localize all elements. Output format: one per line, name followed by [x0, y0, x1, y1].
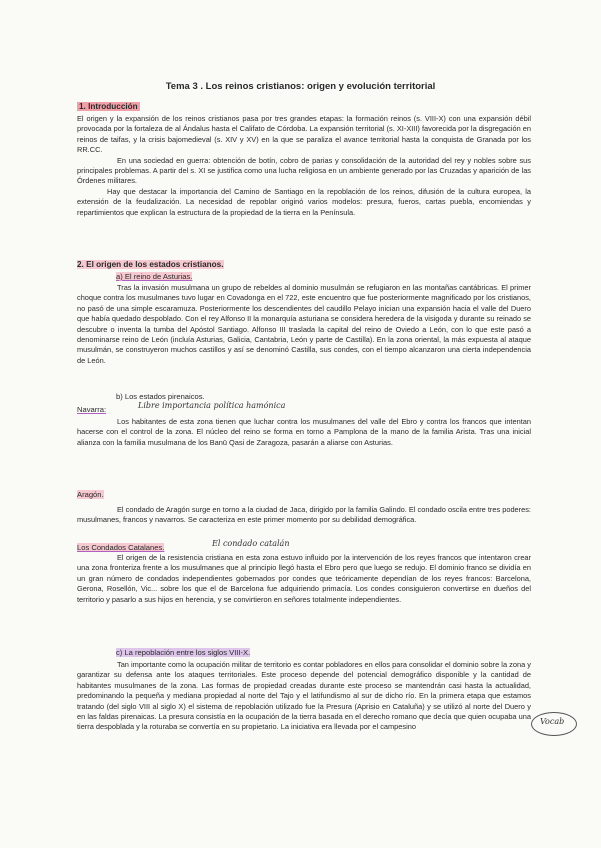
- navarra-handwritten-note: Libre importancia política hamónica: [138, 401, 286, 410]
- margin-handwritten-note: Vocab: [540, 717, 565, 726]
- section-1-body: [77, 114, 531, 218]
- navarra-body: [77, 417, 531, 448]
- intro-paragraph-3: Hay que destacar la importancia del Camino de Santiago en la repoblación de los reinos, difusión de la cultura europea, la extensión de la feudalización. La necesidad de repoblar originó varios modelos: presura, fueros, cartas puebla, encomiendas y repartimientos que explican la estructura de la propiedad de la tierra en la Península.: [77, 186, 531, 217]
- section-2-heading: [77, 260, 224, 269]
- navarra-label: Navarra:: [77, 405, 107, 414]
- subsection-a-heading: [116, 272, 192, 281]
- subsection-c-heading: [116, 648, 250, 657]
- catalanes-body: [77, 553, 531, 605]
- document-title: Tema 3 . Los reinos cristianos: origen y evolución territorial: [165, 81, 436, 92]
- intro-paragraph-2: En una sociedad en guerra: obtención de botín, cobro de parias y consolidación de la autoridad del rey y nobles sobre sus principales problemas. A partir del s. XI se justifica como una lucha religiosa en un ambiente generado por las Cruzadas y aparición de las Órdenes militares.: [77, 155, 531, 186]
- repoblacion-paragraph: Tan importante como la ocupación militar de territorio es contar pobladores en ellos para consolidar el dominio sobre la zona y garantizar su defensa ante los ataques territoriales. Este proceso depende del potencial demográfico disponible y la cantidad de habitantes musulmanes de la zona. Las formas de propiedad creadas durante este proceso se mantendrán casi hasta la actualidad, predominando la pequeña y mediana propiedad al norte del Tajo y el latifundismo al sur de dicho río. En la primera etapa que estamos tratando (del siglo VIII al siglo X) el sistema de repoblación utilizado fue la Presura (Aprisio en Cataluña) y se utilizó al norte del Duero y en las faldas pirenaicas. La presura consistía en la ocupación de la tierra basada en el derecho romano que decía que quien ocupaba una tierra despoblada y la roturaba se convertía en su propietario. La iniciativa era llevada por el campesino: [77, 660, 531, 732]
- subsection-c-body: [77, 660, 531, 733]
- aragon-paragraph: El condado de Aragón surge en torno a la ciudad de Jaca, dirigido por la familia Galindo. El condado oscila entre tres poderes: musulmanes, francos y navarros. Se caracteriza en este primer momento por su debilidad demográfica.: [77, 505, 531, 525]
- aragon-heading: [77, 490, 104, 499]
- section-2-heading-text: 2. El origen de los estados cristianos.: [77, 260, 224, 269]
- catalanes-paragraph: El origen de la resistencia cristiana en esta zona estuvo influido por la intervención de los reyes francos que intentaron crear una zona fronteriza frente a los musulmanes que al principio llegó hasta el Ebro pero que luego se redujo. El dominio franco se dividía en un gran número de condados independientes gobernados por condes que teóricamente dependían de los reyes francos: Barcelona, Gerona, Rosellón, Vic... sobre los que el de Barcelona fue adquiriendo primacía. Los condes consiguieron convertirse en dueños del territorio y pasarlo a sus hijos en herencia, y se convirtieron en señores totalmente independientes.: [77, 553, 531, 604]
- navarra-paragraph: Los habitantes de esta zona tienen que luchar contra los musulmanes del valle del Ebro y contra los francos que intentan hacerse con el control de la zona. El núcleo del reino se forma en torno a Pamplona de la mano de la familia Arista. Tras una inicial alianza con la familia musulmana de los Banū Qasi de Zaragoza, pasarán a aliarse con Asturias.: [77, 417, 531, 447]
- aragon-label: Aragón.: [77, 490, 104, 499]
- subsection-c-heading-text: c) La repoblación entre los siglos VIII-X.: [116, 648, 251, 657]
- asturias-paragraph: Tras la invasión musulmana un grupo de rebeldes al dominio musulmán se refugiaron en las montañas cantábricas. El primer choque contra los musulmanes tuvo lugar en Covadonga en el 722, este encuentro que fue posteriormente magnificado por los cristianos, no pasó de una simple escaramuza. Posteriormente los descendientes del caudillo Pelayo inician una expansión hacia el valle del Duero que había quedado despoblado. Con el rey Alfonso II la monarquía asturiana se considera heredera de la visigoda y durante su reinado se descubre o inventa la tumba del Apóstol Santiago. Alfonso III traslada la capital del reino de Oviedo a León, con lo que este pasó a denominarse reino de León (incluía Asturias, Galicia, Cantabria, León y parte de Castilla). En la zona oriental, la más expuesta al ataque musulmán, se construyeron muchos castillos y así se denominó Castilla, sus condes, con el tiempo alcanzaron una cierta independencia de León.: [77, 283, 532, 365]
- subsection-a-heading-text: a) El reino de Asturias.: [116, 272, 193, 281]
- subsection-a-body: [77, 283, 531, 366]
- catalanes-heading: [77, 543, 164, 552]
- catalanes-handwritten-note: El condado catalán: [212, 539, 290, 548]
- section-1-heading: [77, 102, 140, 111]
- intro-paragraph-1: El origen y la expansión de los reinos cristianos pasa por tres grandes etapas: la formación reinos (s. VIII-X) con una expansión débil provocada por la fortaleza de al Ándalus hasta el Califato de Córdoba. La expansión territorial (s. XI-XIII) favorecida por la disgregación en reinos de taifas, y la crisis bajomedieval (s. XIV y XV) en la que se paraliza el avance territorial hasta la conquista de Granada por los RR.CC.: [77, 114, 531, 155]
- section-1-heading-text: 1. Introducción: [79, 102, 138, 111]
- aragon-body: [77, 505, 531, 526]
- navarra-heading: [77, 405, 106, 414]
- catalanes-label: Los Condados Catalanes.: [77, 543, 165, 552]
- subsection-b-heading: b) Los estados pirenaicos.: [116, 392, 205, 401]
